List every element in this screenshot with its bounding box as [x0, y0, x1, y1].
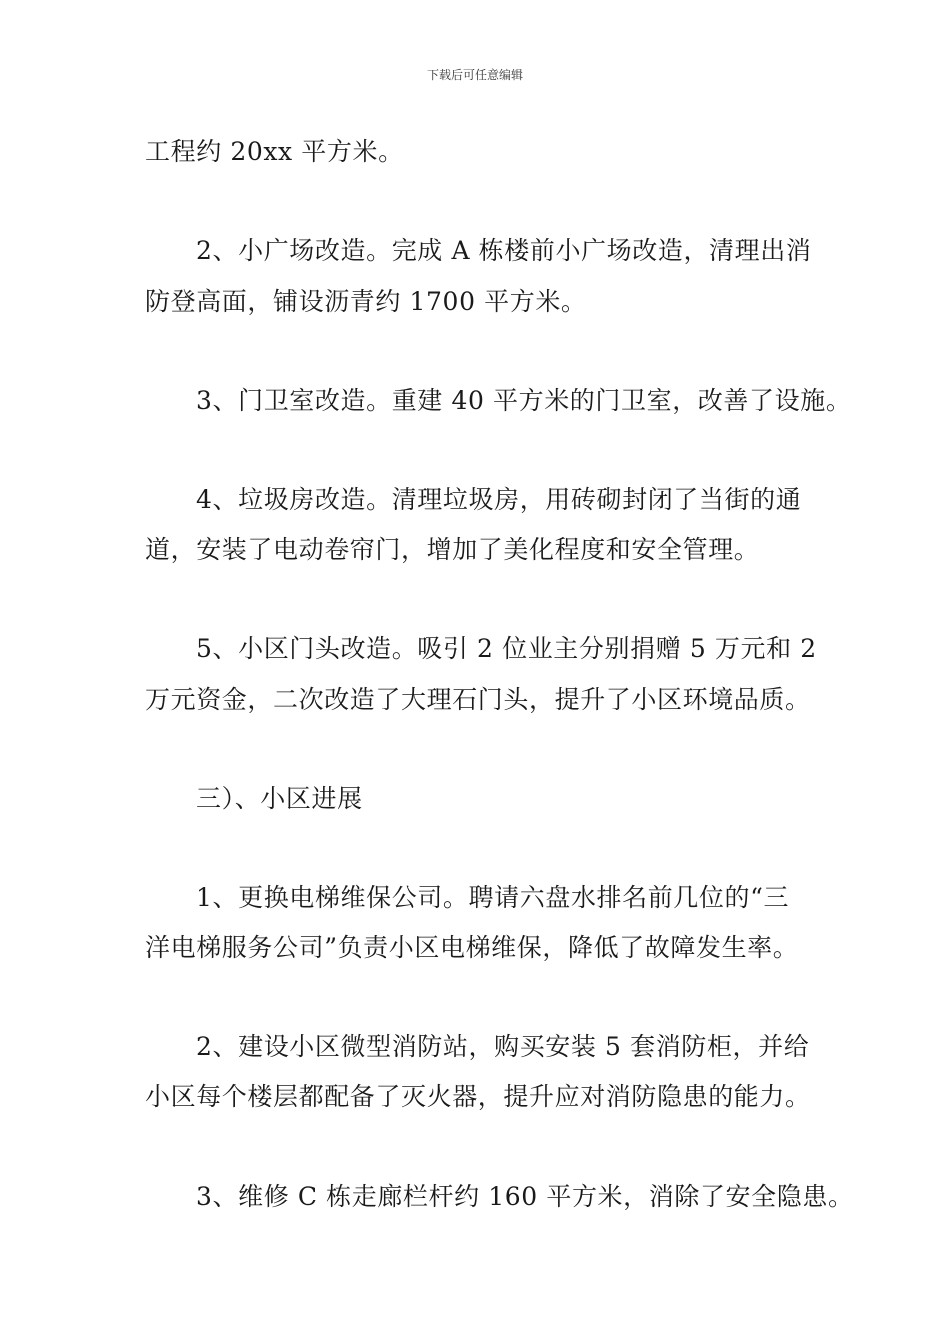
paragraph-line: 4、垃圾房改造。清理垃圾房，用砖砌封闭了当街的通	[196, 485, 802, 514]
paragraph-line: 工程约 20xx 平方米。	[145, 137, 404, 166]
paragraph-line: 3、维修 C 栋走廊栏杆约 160 平方米，消除了安全隐患。	[196, 1182, 854, 1211]
paragraph-line: 小区每个楼层都配备了灭火器，提升应对消防隐患的能力。	[145, 1082, 811, 1111]
paragraph-line: 5、小区门头改造。吸引 2 位业主分别捐赠 5 万元和 2	[196, 634, 817, 663]
section-heading: 三）、小区进展	[196, 784, 363, 813]
paragraph-line: 道，安装了电动卷帘门，增加了美化程度和安全管理。	[145, 535, 760, 564]
paragraph-line: 1、更换电梯维保公司。聘请六盘水排名前几位的“三	[196, 883, 790, 912]
paragraph-line: 万元资金，二次改造了大理石门头，提升了小区环境品质。	[145, 685, 811, 714]
page-header: 下载后可任意编辑	[426, 68, 523, 82]
paragraph-line: 3、门卫室改造。重建 40 平方米的门卫室，改善了设施。	[196, 386, 852, 415]
paragraph-line: 防登高面，铺设沥青约 1700 平方米。	[145, 287, 587, 316]
paragraph-line: 2、建设小区微型消防站，购买安装 5 套消防柜，并给	[196, 1032, 810, 1061]
paragraph-line: 2、小广场改造。完成 A 栋楼前小广场改造，清理出消	[196, 236, 812, 265]
paragraph-line: 洋电梯服务公司”负责小区电梯维保，降低了故障发生率。	[145, 933, 799, 962]
